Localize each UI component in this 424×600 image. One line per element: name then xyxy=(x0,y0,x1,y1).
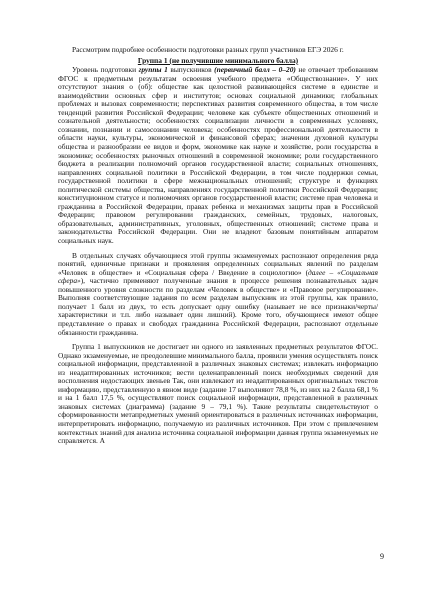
p1-score: (первичный балл – 0–20) xyxy=(214,65,296,75)
page-number: 9 xyxy=(380,552,384,561)
p2-part2: ), частично применяют полученные знания в процессе решения познавательных задач повышенного уровня сложности по разделам «Человек в обществе» и «Правовое регулирование». Выполняя соответствующие задания по всем разделам выпускник из этой группы, как правило, получает 1 балл из двух, то есть допускает одну ошибку (называет не все признаки/черты/характеристики и т.п. либо называет один лишний). Кроме того, обучающиеся имеют общее представление о правах и свободах гражданина Российской Федерации, распознают отдельные обязанности гражданина. xyxy=(58,276,378,337)
paragraph-group1-level xyxy=(58,66,378,245)
paragraph-separate-cases xyxy=(58,252,378,337)
p1-lead: Уровень подготовки xyxy=(72,65,139,75)
p1-rest: не отвечает требованиям ФГОС к предметным результатам освоения учебного предмета «Обществознание». У них отсутствуют знания о (об): обществе как целостной развивающейся системе в единстве и взаимодействии основных сфер и институтов; основах социальной динамики; глобальных проблемах и вызовах современности; перспективах развития современного общества, в том числе тенденций развития Российской Федерации; человеке как субъекте общественных отношений и сознательной деятельности; особенностях социализации личности в современных условиях, сознании, познании и самосознании человека; особенностях профессиональной деятельности в области науки, культуры, экономической и финансовой сферах; значении духовной культуры общества и разнообразии ее видов и форм, экономике как науке и хозяйстве, роли государства в экономике; особенностях рыночных отношений в современной экономике; роли государственного бюджета в реализации полномочий органов государственной власти; социальных отношениях, направлениях социальной политики в Российской Федерации, в том числе поддержки семьи, государственной политики в сфере межнациональных отношений; структуре и функциях политической системы общества, направлениях государственной политики Российской Федерации; конституционном статусе и полномочиях органов государственной власти; системе прав человека и гражданина в Российской Федерации, правах ребенка и механизмах защиты прав в Российской Федерации; правовом регулировании гражданских, семейных, трудовых, налоговых, образовательных, административных, уголовных, общественных отношений; системе права и законодательства Российской Федерации. Они не владеют базовым понятийным аппаратом социальных наук. xyxy=(58,65,378,246)
section-heading: Группа 1 (не получившие минимального балла) xyxy=(137,55,299,65)
p1-mid: выпускников xyxy=(167,65,215,75)
p1-group: группы 1 xyxy=(138,65,168,75)
paragraph-group1-results: Группа 1 выпускников не достигает ни одного из заявленных предметных результатов ФГОС. Однако экзаменуемые, не преодолевшие минимального балла, проявили умения осуществлять поиск социальной информации, представленной в различных знаковых системах; извлекать информацию из неадаптированных источников; вести целенаправленный поиск необходимых сведений для восполнения недостающих звеньев Так, они извлекают из неадаптированных оригинальных текстов информацию, представленную в явном виде (задание 17 выполняют 78,8 %, из них на 2 балла 68,1 % и на 1 балл 17,5 %, осуществляют поиск социальной информации, представленной в различных знаковых системах (диаграмма) (задание 9 – 79,1 %). Такие результаты свидетельствуют о сформированности метапредметных умений ориентироваться в различных источниках информации, интерпретировать информацию, получаемую из различных источников. При этом с привлечением контекстных знаний для анализа источника социальной информации данная группа экзаменуемых не справляется. А xyxy=(58,342,378,446)
intro-paragraph: Рассмотрим подробнее особенности подготовки разных групп участников ЕГЭ 2026 г. xyxy=(72,45,344,54)
page-body xyxy=(58,46,378,446)
p2-part1: В отдельных случаях обучающиеся этой группы экзаменуемых распознают определения ряда понятий, единичные признаки и проявления определенных социальных явлений по разделам «Человек в обществе» и «Социальная сфера / Введение в социологию» ( xyxy=(58,250,378,277)
p2-alias: далее – «Социальная сфера» xyxy=(58,267,378,286)
